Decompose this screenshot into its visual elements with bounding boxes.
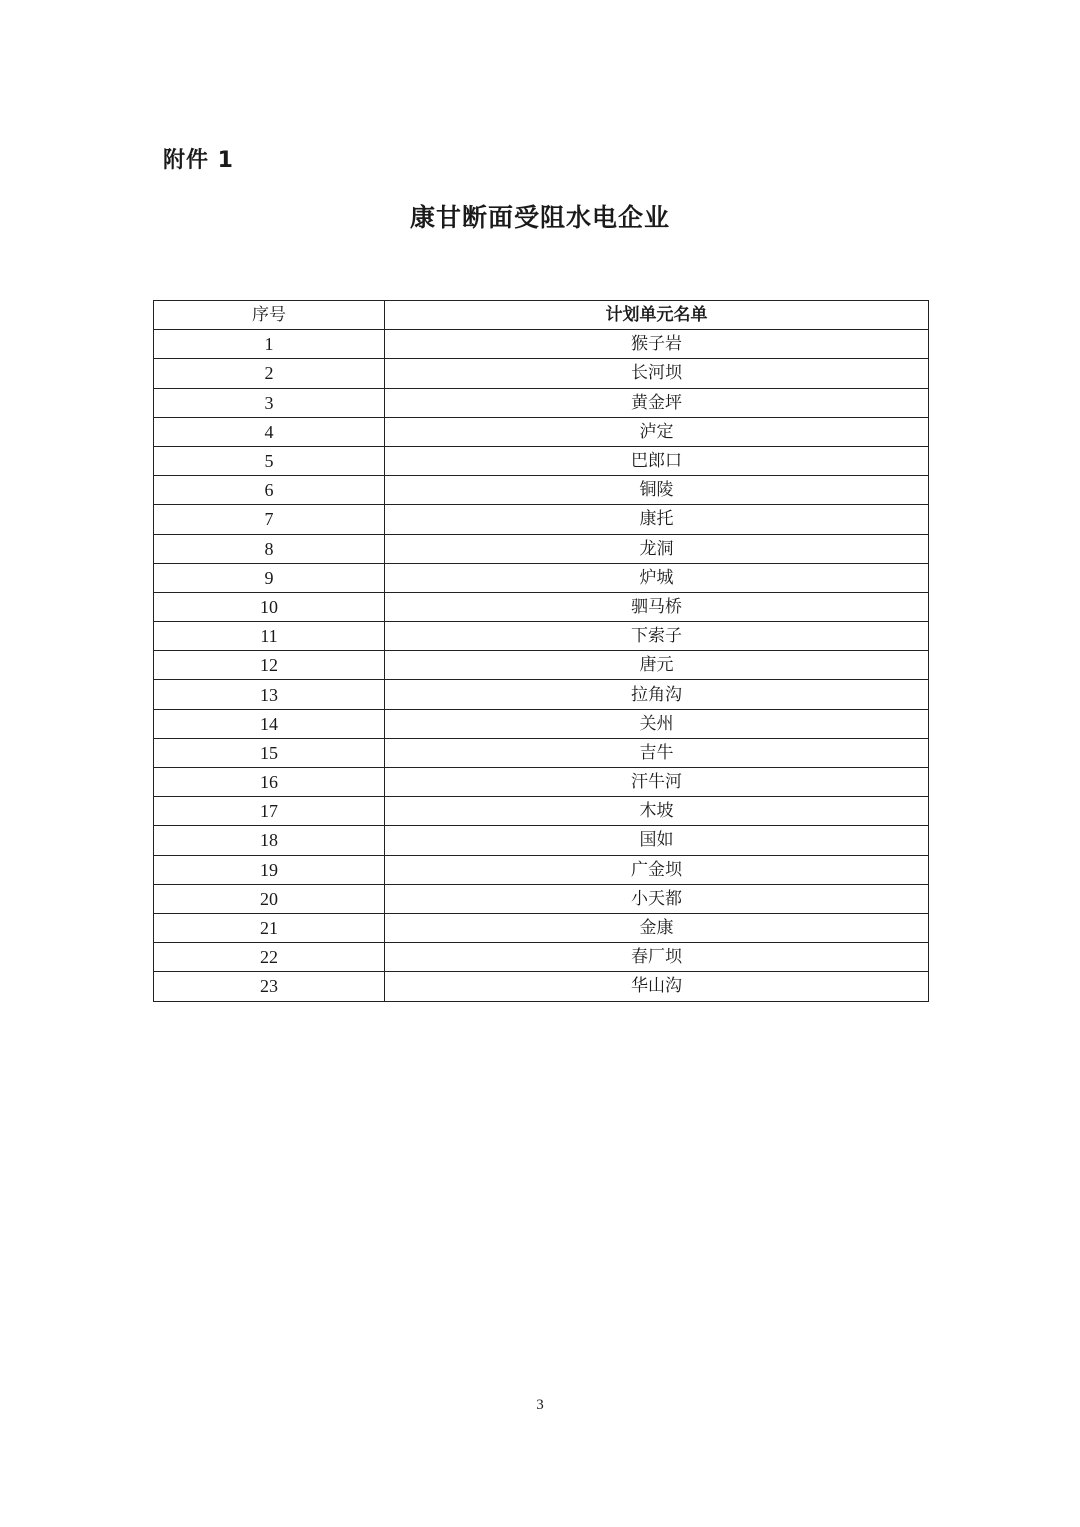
table-row xyxy=(154,913,929,942)
serial-cell: 15 xyxy=(154,738,385,767)
unit-name-cell: 小天都 xyxy=(385,884,929,913)
serial-cell: 2 xyxy=(154,359,385,388)
table-row xyxy=(154,359,929,388)
table-row xyxy=(154,476,929,505)
unit-name-cell: 炉城 xyxy=(385,563,929,592)
unit-name-cell: 华山沟 xyxy=(385,972,929,1001)
table-row xyxy=(154,826,929,855)
unit-name-cell: 泸定 xyxy=(385,417,929,446)
table-row xyxy=(154,534,929,563)
table-row xyxy=(154,651,929,680)
table-row xyxy=(154,797,929,826)
serial-cell: 5 xyxy=(154,446,385,475)
serial-cell: 10 xyxy=(154,592,385,621)
unit-name-cell: 康托 xyxy=(385,505,929,534)
serial-cell: 9 xyxy=(154,563,385,592)
serial-cell: 1 xyxy=(154,330,385,359)
unit-name-cell: 关州 xyxy=(385,709,929,738)
power-unit-table xyxy=(153,300,929,1002)
serial-cell: 20 xyxy=(154,884,385,913)
table-body xyxy=(154,330,929,1001)
unit-name-cell: 木坡 xyxy=(385,797,929,826)
unit-name-cell: 春厂坝 xyxy=(385,943,929,972)
table-row xyxy=(154,884,929,913)
table-row xyxy=(154,330,929,359)
table-row xyxy=(154,972,929,1001)
table-row xyxy=(154,388,929,417)
table-row xyxy=(154,446,929,475)
serial-cell: 12 xyxy=(154,651,385,680)
unit-name-cell: 猴子岩 xyxy=(385,330,929,359)
table-row xyxy=(154,680,929,709)
unit-name-cell: 汗牛河 xyxy=(385,768,929,797)
table-row xyxy=(154,563,929,592)
serial-cell: 4 xyxy=(154,417,385,446)
serial-cell: 17 xyxy=(154,797,385,826)
attachment-label: 附件 1 xyxy=(163,148,234,173)
table-row xyxy=(154,622,929,651)
serial-cell: 22 xyxy=(154,943,385,972)
column-header-unit-name: 计划单元名单 xyxy=(385,301,929,330)
serial-cell: 23 xyxy=(154,972,385,1001)
serial-cell: 8 xyxy=(154,534,385,563)
serial-cell: 11 xyxy=(154,622,385,651)
unit-name-cell: 广金坝 xyxy=(385,855,929,884)
table-row xyxy=(154,417,929,446)
serial-cell: 3 xyxy=(154,388,385,417)
unit-name-cell: 拉角沟 xyxy=(385,680,929,709)
unit-name-cell: 巴郎口 xyxy=(385,446,929,475)
unit-name-cell: 国如 xyxy=(385,826,929,855)
table-row xyxy=(154,709,929,738)
serial-cell: 14 xyxy=(154,709,385,738)
document-title: 康甘断面受阻水电企业 xyxy=(409,203,670,232)
unit-name-cell: 龙洞 xyxy=(385,534,929,563)
unit-name-cell: 铜陵 xyxy=(385,476,929,505)
unit-name-cell: 驷马桥 xyxy=(385,592,929,621)
column-header-serial: 序号 xyxy=(154,301,385,330)
unit-name-cell: 唐元 xyxy=(385,651,929,680)
table-row xyxy=(154,738,929,767)
table-row xyxy=(154,505,929,534)
unit-name-cell: 吉牛 xyxy=(385,738,929,767)
table-header-row xyxy=(154,301,929,330)
serial-cell: 13 xyxy=(154,680,385,709)
serial-cell: 7 xyxy=(154,505,385,534)
serial-cell: 19 xyxy=(154,855,385,884)
table-row xyxy=(154,943,929,972)
serial-cell: 21 xyxy=(154,913,385,942)
unit-name-cell: 下索子 xyxy=(385,622,929,651)
unit-name-cell: 黄金坪 xyxy=(385,388,929,417)
unit-name-cell: 长河坝 xyxy=(385,359,929,388)
serial-cell: 16 xyxy=(154,768,385,797)
serial-cell: 18 xyxy=(154,826,385,855)
table-row xyxy=(154,592,929,621)
table-row xyxy=(154,768,929,797)
page-number: 3 xyxy=(536,1397,544,1413)
serial-cell: 6 xyxy=(154,476,385,505)
unit-name-cell: 金康 xyxy=(385,913,929,942)
table-row xyxy=(154,855,929,884)
